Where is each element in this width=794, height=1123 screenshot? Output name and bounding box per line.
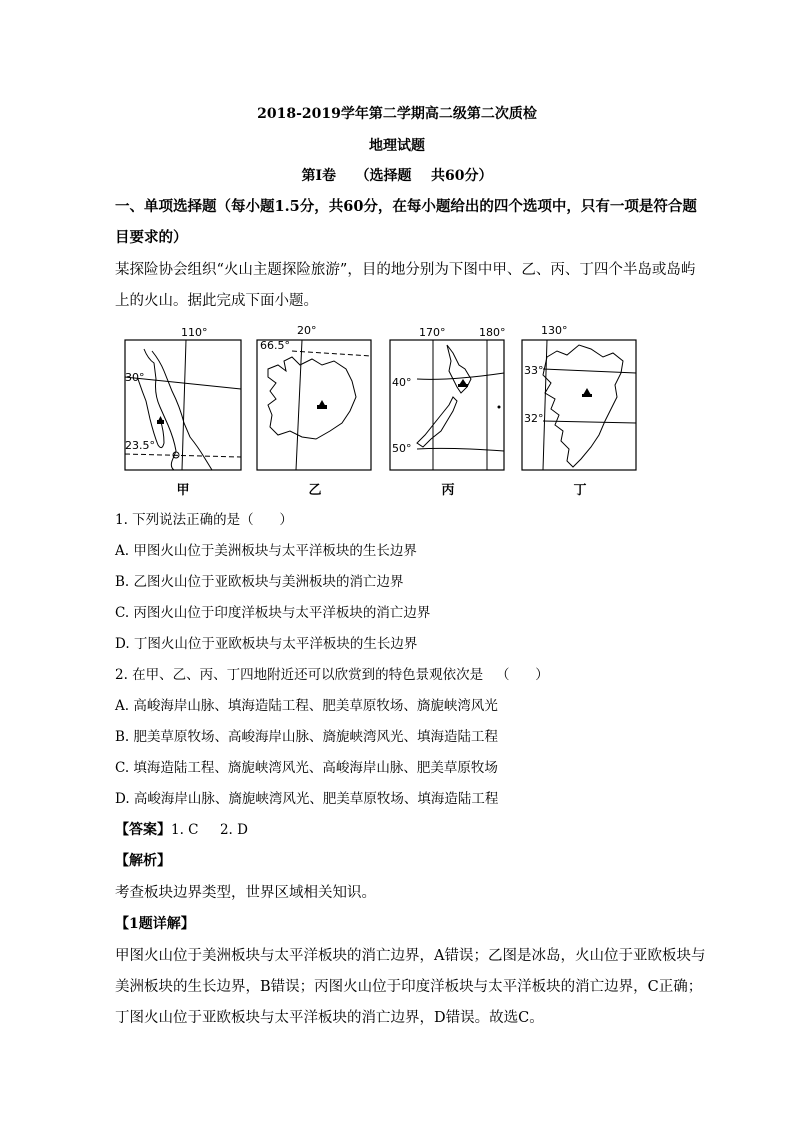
map-bing-label-40: 40° <box>392 376 412 389</box>
q1-option-a: A. 甲图火山位于美洲板块与太平洋板块的生长边界 <box>115 543 417 559</box>
section-heading-line1: 一、单项选择题（每小题1.5分，共60分，在每小题给出的四个选项中，只有一项是符合题 <box>115 198 697 215</box>
analysis-text: 考查板块边界类型，世界区域相关知识。 <box>115 885 376 901</box>
part-title: 第Ⅰ卷 （选择题 共60分） <box>301 168 493 184</box>
map-jia-name: 甲 <box>176 483 190 498</box>
map-bing-label-50: 50° <box>392 442 412 455</box>
exam-title: 2018-2019学年第二学期高二级第二次质检 <box>257 106 537 122</box>
intro-line1: 某探险协会组织“火山主题探险旅游”，目的地分别为下图中甲、乙、丙、丁四个半岛或岛屿 <box>115 262 696 278</box>
q1-option-d: D. 丁图火山位于亚欧板块与太平洋板块的生长边界 <box>115 636 418 652</box>
map-ding-label-33: 33° <box>524 364 544 377</box>
q1-stem: 1. 下列说法正确的是（ ） <box>115 512 293 528</box>
q1-option-b: B. 乙图火山位于亚欧板块与美洲板块的消亡边界 <box>115 574 404 590</box>
section-heading-line2: 目要求的） <box>115 229 188 246</box>
map-ding-label-32: 32° <box>524 412 544 425</box>
q1-option-c: C. 丙图火山位于印度洋板块与太平洋板块的消亡边界 <box>115 605 431 621</box>
map-yi-label-66: 66.5° <box>260 339 290 352</box>
subject-title: 地理试题 <box>369 138 425 154</box>
q2-stem: 2. 在甲、乙、丙、丁四地附近还可以欣赏到的特色景观依次是 （ ） <box>115 667 549 683</box>
map-jia-label-30: 30° <box>125 371 145 384</box>
q2-option-d: D. 高峻海岸山脉、旖旎峡湾风光、肥美草原牧场、填海造陆工程 <box>115 791 499 807</box>
analysis-label: 【解析】 <box>115 853 171 869</box>
detail-line1: 甲图火山位于美洲板块与太平洋板块的消亡边界，A错误；乙图是冰岛，火山位于亚欧板块与 <box>115 948 706 964</box>
map-bing-label-170: 170° <box>419 326 446 339</box>
map-ding-drawing <box>521 339 639 471</box>
detail-line2: 美洲板块的生长边界，B错误；丙图火山位于印度洋板块与太平洋板块的消亡边界，C正确； <box>115 979 703 995</box>
detail-label: 【1题详解】 <box>115 916 195 932</box>
intro-line2: 上的火山。据此完成下面小题。 <box>115 293 318 309</box>
q2-option-c: C. 填海造陆工程、旖旎峡湾风光、高峻海岸山脉、肥美草原牧场 <box>115 760 498 776</box>
map-yi-label-20: 20° <box>297 324 317 337</box>
q2-option-b: B. 肥美草原牧场、高峻海岸山脉、旖旎峡湾风光、填海造陆工程 <box>115 729 499 745</box>
answer-label: 【答案】 <box>115 822 171 838</box>
answer-text: 1. C 2. D <box>171 822 248 838</box>
map-bing-label-180: 180° <box>479 326 506 339</box>
map-bing-name: 丙 <box>441 483 455 498</box>
map-jia-label-110: 110° <box>181 326 208 339</box>
map-yi-name: 乙 <box>308 483 322 498</box>
volcano-icon <box>583 388 591 395</box>
detail-line3: 丁图火山位于亚欧板块与太平洋板块的消亡边界，D错误。故选C。 <box>115 1010 544 1026</box>
map-ding-label-130: 130° <box>541 324 568 337</box>
map-ding-name: 丁 <box>573 483 587 498</box>
map-yi <box>256 324 374 498</box>
map-jia-label-23: 23.5° <box>125 439 155 452</box>
map-bing-drawing <box>389 339 507 471</box>
map-jia-drawing <box>124 339 242 471</box>
map-yi-drawing <box>256 339 374 471</box>
map-bing <box>389 325 507 498</box>
map-ding <box>521 324 639 498</box>
map-jia <box>124 325 242 498</box>
q2-option-a: A. 高峻海岸山脉、填海造陆工程、肥美草原牧场、旖旎峡湾风光 <box>115 698 498 714</box>
answer-line <box>115 821 248 839</box>
